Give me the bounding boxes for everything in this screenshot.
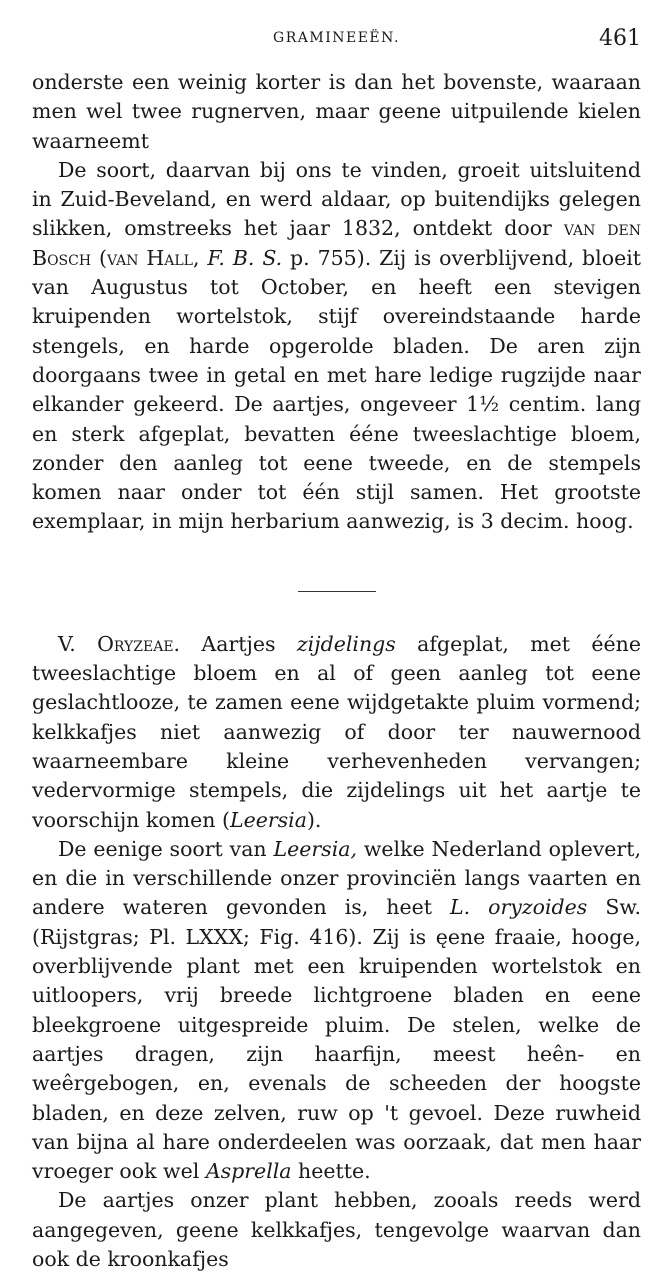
reference-abbrev: F. B. S. [207, 245, 283, 270]
author-name: van Hall [106, 245, 193, 270]
species-name: L. oryzoides [450, 895, 588, 920]
emphasis-word: zijdelings [296, 631, 396, 656]
genus-name: Asprella [205, 1159, 292, 1184]
paragraph-aartjes: De aartjes onzer plant hebben, zooals reeds werd aangegeven, geene kelkkafjes, tengevolge waarvan dan ook de kroonkafjes [32, 1188, 641, 1271]
paragraph-leersia: De eenige soort van Leersia, welke Nederland oplevert, en die in verschillende onzer provinciën langs vaarten en andere wateren gevonden is, heet L. oryzoides Sw. (Rijstgras; Pl. LXXX; Fig. 416). Zij is ęene fraaie, hooge, overblijvende plant met een kruipenden wortelstok en uitloopers, vrij breede lichtgroene bladen en eene bleekgroene uitgespreide pluim. De stelen, welke de aartjes dragen, zijn haarfijn, meest heên- en weêrgebogen, en, evenals de scheeden der hoogste bladen, en deze zelven, ruw op 't gevoel. Deze ruwheid van bijna al hare onderdeelen was oorzaak, dat men haar vroeger ook wel Asprella heette. [32, 836, 641, 1184]
page-header [32, 0, 641, 68]
tribe-name: Oryzeae [97, 631, 174, 656]
section-divider [298, 591, 376, 592]
author-name: van den Bosch [32, 216, 641, 270]
genus-name: Leersia [229, 807, 307, 832]
paragraph-tribe-heading: V. Oryzeae. Aartjes zijdelings afgeplat, met ééne tweeslachtige bloem en al of geen aanleg tot eene geslachtlooze, te zamen eene wijdgetakte pluim vormend; kelkkafjes niet aanwezig of door ter nauwernood waarneembare kleine verhevenheden vervangen; vedervormige stempels, die zijdelings uit het aartje te voorschijn komen (Leersia). [32, 631, 641, 832]
section-oryzeae [32, 630, 641, 1274]
section-graminee [32, 68, 641, 537]
paragraph-species-description: De soort, daarvan bij ons te vinden, groeit uitsluitend in Zuid-Beveland, en werd aldaar, op buitendijks gelegen slikken, omstreeks het jaar 1832, ontdekt door van den Bosch (van Hall, F. B. S. p. 755). Zij is overblijvend, bloeit van Augustus tot October, en heeft een stevigen kruipenden wortelstok, stijf overeindstaande harde stengels, en harde opgerolde bladen. De aren zijn doorgaans twee in getal en met hare ledige rugzijde naar elkander gekeerd. De aartjes, ongeveer 1½ centim. lang en sterk afgeplat, bevatten ééne tweeslachtige bloem, zonder den aanleg tot eene tweede, en de stempels komen naar onder tot één stijl samen. Het grootste exemplaar, in mijn herbarium aanwezig, is 3 decim. hoog. [32, 157, 642, 534]
page-number: 461 [599, 26, 641, 51]
paragraph-continuation: onderste een weinig korter is dan het bovenste, waaraan men wel twee rugnerven, maar geene uitpuilende kielen waarneemt [32, 70, 641, 153]
genus-name: Leersia, [273, 836, 357, 861]
running-head: GRAMINEEËN. [273, 30, 400, 46]
